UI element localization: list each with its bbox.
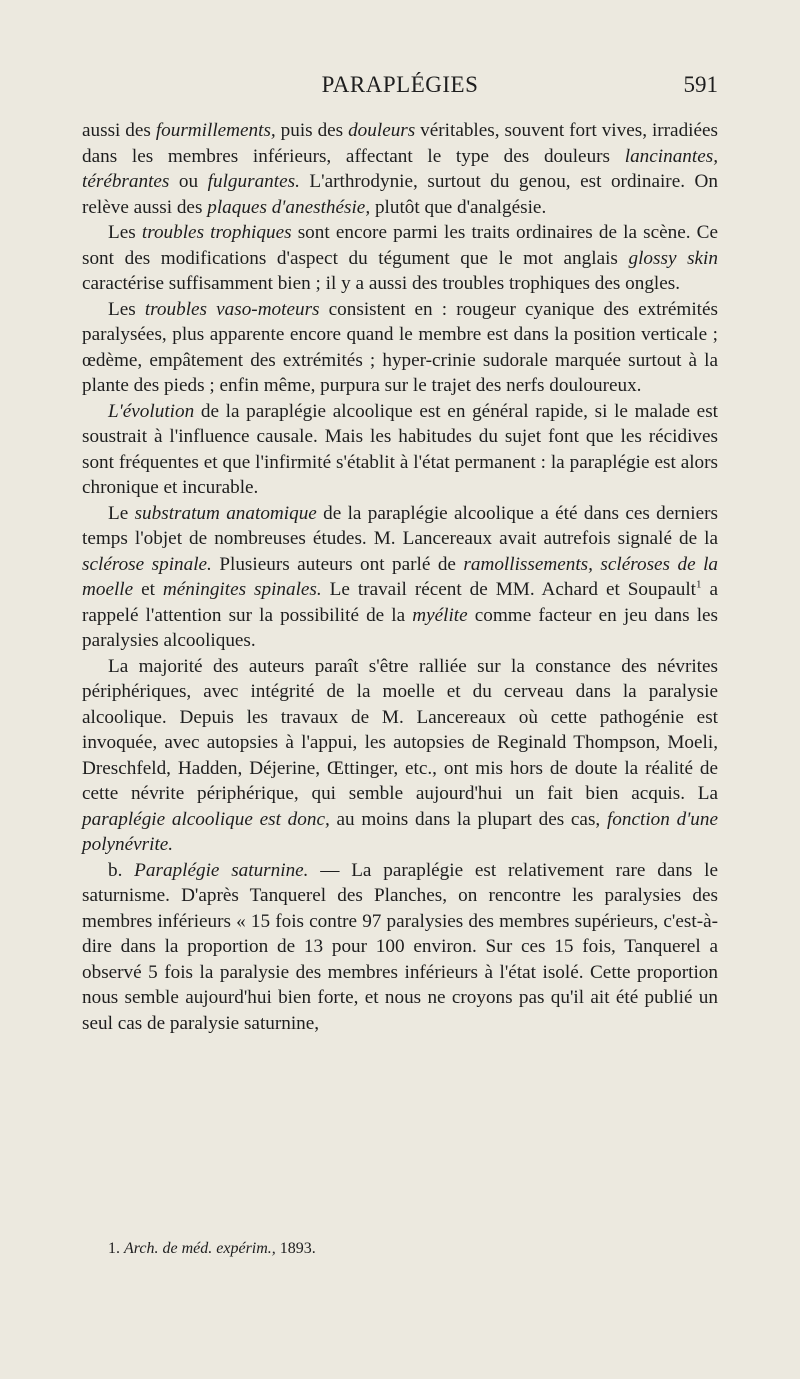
text-segment: Plusieurs auteurs ont parlé de	[211, 553, 464, 575]
text-segment: ou	[169, 171, 208, 192]
paragraph	[82, 654, 718, 858]
text-segment: et	[133, 579, 163, 600]
running-title: PARAPLÉGIES	[321, 72, 479, 97]
text-segment: de la paraplégie alcoolique a été dans ces derniers temps l'objet de nombreuses études. M. Lancereaux avait autrefois signalé de la	[82, 502, 718, 549]
italic-text: douleurs	[348, 120, 416, 141]
italic-text: sclérose spinale.	[82, 553, 212, 575]
text-segment: de la paraplégie alcoolique est en général rapide, si le malade est soustrait à l'influence causale. Mais les habitudes du sujet font que les récidives sont fréquentes et que l'infirmité s'établit à l'état permanent : la paraplégie est alors chronique et incurable.	[82, 400, 718, 498]
italic-text: lancinantes, térébrantes	[82, 145, 718, 192]
italic-text: fonction d'une polynévrite.	[82, 808, 718, 855]
italic-text: Paraplégie saturnine.	[134, 859, 309, 881]
paragraph	[82, 858, 718, 1037]
text-segment: L'arthrodynie, surtout du genou, est ordinaire. On relève aussi des	[82, 171, 718, 218]
italic-text: glossy skin	[628, 247, 718, 269]
footnote	[108, 1238, 708, 1260]
text-segment: Le	[108, 502, 135, 524]
paragraph	[82, 118, 718, 220]
paragraph	[82, 220, 718, 297]
text-segment: Les	[108, 298, 145, 320]
italic-text: L'évolution	[108, 400, 195, 422]
paragraph	[82, 399, 718, 501]
text-segment: véritables, souvent fort vives, irradiées dans les membres inférieurs, affectant le type des douleurs	[82, 120, 718, 167]
footnote-number: 1.	[108, 1240, 120, 1257]
text-segment: caractérise suffisamment bien ; il y a aussi des troubles trophiques des ongles.	[82, 273, 681, 294]
paragraph	[82, 501, 718, 654]
text-segment: plutôt que d'analgésie.	[370, 196, 547, 218]
italic-text: troubles vaso-moteurs	[144, 298, 320, 320]
text-segment: b.	[108, 859, 135, 881]
body-text	[82, 118, 718, 1036]
italic-text: substratum anatomique	[134, 502, 317, 524]
text-segment: consistent en : rougeur cyanique des extrémités paralysées, plus apparente encore quand le membre est dans la position verticale ; œdème, empâtement des extrémités ; hyper-crinie sudorale marquée surtout à la plante des pieds ; enfin même, purpura sur le trajet des nerfs douloureux.	[82, 298, 718, 396]
italic-text: fulgurantes.	[207, 171, 300, 192]
text-segment: puis des	[275, 120, 349, 141]
italic-text: fourmillements,	[155, 120, 276, 141]
text-segment: au moins dans la plupart des cas,	[329, 808, 607, 830]
page-header	[0, 72, 800, 104]
text-segment: La majorité des auteurs paraît s'être ralliée sur la constance des névrites périphériques, avec intégrité de la moelle et du cerveau dans la paralysie alcoolique. Depuis les travaux de M. Lancereaux où cette pathogénie est invoquée, avec autopsies à l'appui, les autopsies de Reginald Thompson, Moeli, Dreschfeld, Hadden, Déjerine, Œttinger, etc., ont mis hors de doute la réalité de cette névrite périphérique, qui semble aujourd'hui un fait bien acquis. La	[82, 655, 718, 804]
text-segment: comme facteur en jeu dans les paralysies alcooliques.	[82, 604, 719, 651]
text-segment: Les	[108, 222, 142, 243]
text-segment: — La paraplégie est relativement rare dans le saturnisme. D'après Tanquerel des Planches, on rencontre les paralysies des membres inférieurs « 15 fois contre 97 paralysies des membres supérieurs, c'est-à-dire dans la proportion de 13 pour 100 environ. Sur ces 15 fois, Tanquerel a observé 5 fois la paralysie des membres inférieurs à l'état isolé. Cette proportion nous semble aujourd'hui bien forte, et nous ne croyons pas qu'il ait été publié un seul cas de paralysie saturnine,	[82, 859, 719, 1034]
text-segment: a rappelé l'attention sur la possibilité de la	[82, 579, 718, 626]
text-segment: Le travail récent de MM. Achard et Soupault	[321, 579, 696, 600]
page-number: 591	[683, 72, 718, 97]
italic-text: plaques d'anesthésie,	[207, 196, 371, 218]
italic-text: paraplégie alcoolique est donc,	[82, 808, 330, 830]
footnote-source: Arch. de méd. expérim.,	[124, 1240, 276, 1257]
text-segment: sont encore parmi les traits ordinaires de la scène. Ce sont des modifications d'aspect du tégument que le mot anglais	[82, 222, 718, 269]
italic-text: myélite	[412, 604, 468, 626]
footnote-ref: 1	[696, 578, 702, 591]
paragraph	[82, 297, 718, 399]
italic-text: troubles trophiques	[141, 222, 292, 243]
text-segment: aussi des	[82, 120, 156, 141]
italic-text: méningites spinales.	[162, 579, 322, 600]
italic-text: ramollissements, scléroses de la moelle	[82, 553, 718, 600]
footnote-year: 1893.	[279, 1240, 316, 1257]
